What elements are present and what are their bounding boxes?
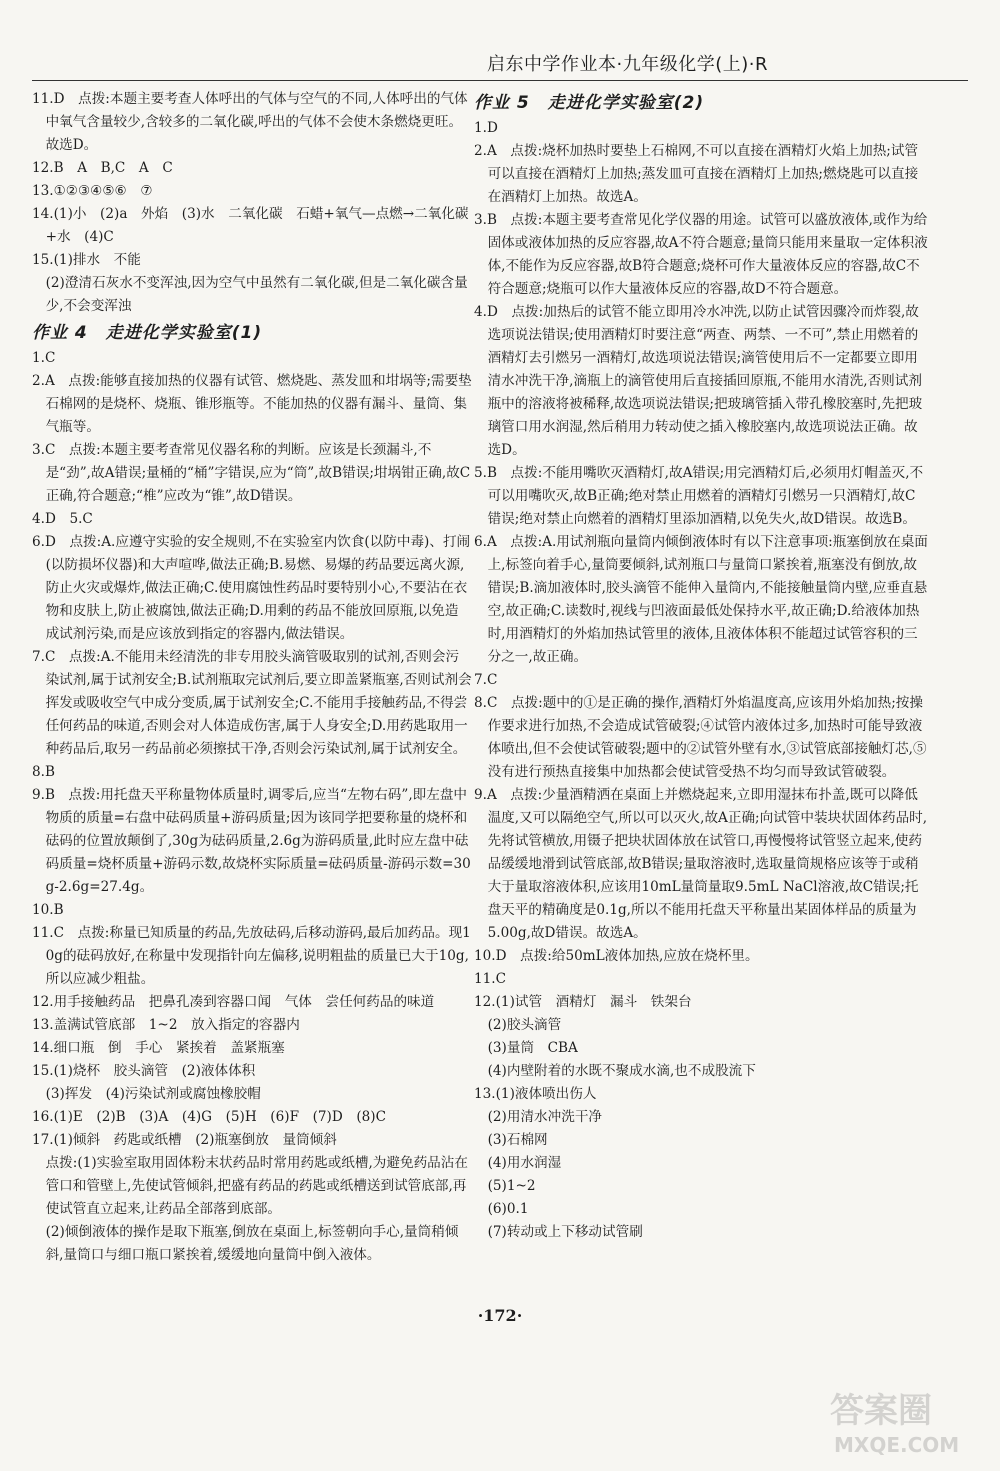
answer-line: (2)澄清石灰水不变浑浊,因为空气中虽然有二氧化碳,但是二氧化碳含量少,不会变浑浊 bbox=[45, 275, 468, 314]
answer-line: (6)0.1 bbox=[487, 1201, 529, 1217]
answer-line: 4.D 5.C bbox=[32, 511, 93, 527]
answer-line: 13.(1)液体喷出伤人 bbox=[474, 1086, 597, 1102]
answer-line: 10.D 点拨:给50mL液体加热,应放在烧杯里。 bbox=[474, 948, 759, 964]
answer-line: 点拨:(1)实验室取用固体粉末状药品时常用药匙或纸槽,为避免药品沾在管口和管壁上,先使试管倾斜,把盛有药品的药匙或纸槽送到试管底部,再使试管直立起来,让药品全部落到底部。 bbox=[45, 1155, 468, 1217]
answer-line: (5)1~2 bbox=[487, 1178, 536, 1194]
answer-line: 6.D 点拨:A.应遵守实验的安全规则,不在实验室内饮食(以防中毒)、打闹(以防损坏仪器)和大声喧哗,做法正确;B.易燃、易爆的药品要远离火源,防止火灾或爆炸,做法正确;C.使用腐蚀性药品时要特别小心,不要沾在衣物和皮肤上,防止被腐蚀,做法正确;D.用剩的药品不能放回原瓶,以免造成试剂污染,而是应该放到指定的容器内,做法错误。 bbox=[32, 534, 471, 642]
answer-line: 7.C bbox=[474, 672, 498, 688]
answer-line: 14.(1)小 (2)a 外焰 (3)水 二氧化碳 石蜡+氧气—点燃→二氧化碳+水 (4)C bbox=[32, 206, 469, 245]
answer-line: 13.①②③④⑤⑥ ⑦ bbox=[32, 183, 153, 199]
answer-line: (3)石棉网 bbox=[487, 1132, 548, 1148]
right-column bbox=[474, 88, 929, 1244]
answer-line: 13.盖满试管底部 1~2 放入指定的容器内 bbox=[32, 1017, 300, 1033]
answer-line: 9.B 点拨:用托盘天平称量物体质量时,调零后,应当“左物右码”,即左盘中物质的质量=右盘中砝码质量+游码质量;因为该同学把要称量的烧杯和砝码的位置放颠倒了,30g为砝码质量,2.6g为游码质量,此时应左盘中砝码质量=烧杯质量+游码示数,故烧杯实际质量=砝码质量-游码示数=30g-2.6g=27.4g。 bbox=[32, 787, 471, 895]
section-title: 作业 4 走进化学实验室(1) bbox=[32, 323, 263, 343]
answer-line: 7.C 点拨:A.不能用未经清洗的非专用胶头滴管吸取别的试剂,否则会污染试剂,属于试剂安全;B.试剂瓶取完试剂后,要立即盖紧瓶塞,否则试剂会挥发或吸收空气中成分变质,属于试剂安全;C.不能用手接触药品,不得尝任何药品的味道,否则会对人体造成伤害,属于人身安全;D.用药匙取用一种药品后,取另一药品前必须擦拭干净,否则会污染试剂,属于试剂安全。 bbox=[32, 649, 472, 757]
answer-line: (3)量筒 CBA bbox=[487, 1040, 578, 1056]
answer-line: (7)转动或上下移动试管刷 bbox=[487, 1224, 643, 1240]
answer-line: 1.C bbox=[32, 350, 56, 366]
answer-line: 2.A 点拨:烧杯加热时要垫上石棉网,不可以直接在酒精灯火焰上加热;试管可以直接在酒精灯上加热;蒸发皿可直接在酒精灯上加热;燃烧匙可以直接在酒精灯上加热。故选A。 bbox=[474, 143, 919, 205]
answer-line: 9.A 点拨:少量酒精洒在桌面上并燃烧起来,立即用湿抹布扑盖,既可以降低温度,又可以隔绝空气,所以可以灭火,故A正确;向试管中装块状固体药品时,先将试管横放,用镊子把块状固体放在试管口,再慢慢将试管竖立起来,使药品缓缓地滑到试管底部,故B错误;量取溶液时,选取量筒规格应该等于或稍大于量取溶液体积,应该用10mL量筒量取9.5mL NaCl溶液,故C错误;托盘天平的精确度是0.1g,所以不能用托盘天平称量出某固体样品的质量为5.00g,故D错误。故选A。 bbox=[474, 787, 928, 941]
page-number: ·172· bbox=[477, 1306, 523, 1325]
svg-text:答案圈: 答案圈 bbox=[830, 1391, 932, 1431]
answer-line: (4)内壁附着的水既不聚成水滴,也不成股流下 bbox=[487, 1063, 756, 1079]
answer-line: 12.用手接触药品 把鼻孔凑到容器口闻 气体 尝任何药品的味道 bbox=[32, 994, 435, 1010]
answer-line: 10.B bbox=[32, 902, 64, 918]
answer-line: 3.B 点拨:本题主要考查常见化学仪器的用途。试管可以盛放液体,或作为给固体或液体加热的反应容器,故A不符合题意;量筒只能用来量取一定体积液体,不能作为反应容器,故B符合题意;烧杯可作大量液体反应的容器,故C不符合题意;烧瓶可以作大量液体反应的容器,故D不符合题意。 bbox=[474, 212, 928, 297]
answer-line: 12.B A B,C A C bbox=[32, 160, 173, 176]
answer-line: 6.A 点拨:A.用试剂瓶向量筒内倾倒液体时有以下注意事项:瓶塞倒放在桌面上,标签向着手心,量筒要倾斜,试剂瓶口与量筒口紧挨着,瓶塞没有倒放,故错误;B.滴加液体时,胶头滴管不能伸入量筒内,不能接触量筒内壁,应垂直悬空,故正确;C.读数时,视线与凹液面最低处保持水平,故正确;D.给液体加热时,用酒精灯的外焰加热试管里的液体,且液体体积不能超过试管容积的三分之一,故正确。 bbox=[474, 534, 928, 665]
answer-line: 2.A 点拨:能够直接加热的仪器有试管、燃烧匙、蒸发皿和坩埚等;需要垫石棉网的是烧杯、烧瓶、锥形瓶等。不能加热的仪器有漏斗、量筒、集气瓶等。 bbox=[32, 373, 472, 435]
page-header bbox=[32, 50, 968, 81]
answer-line: 15.(1)烧杯 胶头滴管 (2)液体体积 bbox=[32, 1063, 256, 1079]
answer-line: 12.(1)试管 酒精灯 漏斗 铁架台 bbox=[474, 994, 692, 1010]
answer-line: (2)胶头滴管 bbox=[487, 1017, 562, 1033]
header-title: 启东中学作业本·九年级化学(上)·R bbox=[487, 54, 768, 75]
answer-line: (4)用水润湿 bbox=[487, 1155, 562, 1171]
left-column bbox=[32, 88, 472, 1267]
answer-line: 11.C 点拨:称量已知质量的药品,先放砝码,后移动游码,最后加药品。现10g的砝码放好,在称量中发现指针向左偏移,说明粗盐的质量已大于10g,所以应减少粗盐。 bbox=[32, 925, 471, 987]
section-title: 作业 5 走进化学实验室(2) bbox=[474, 93, 705, 113]
answer-line: 8.B bbox=[32, 764, 55, 780]
answer-line: 14.细口瓶 倒 手心 紧挨着 盖紧瓶塞 bbox=[32, 1040, 285, 1056]
answer-line: 11.D 点拨:本题主要考查人体呼出的气体与空气的不同,人体呼出的气体中氧气含量较少,含较多的二氧化碳,呼出的气体不会使木条燃烧更旺。故选D。 bbox=[32, 91, 468, 153]
answer-line: 16.(1)E (2)B (3)A (4)G (5)H (6)F (7)D (8)C bbox=[32, 1109, 386, 1125]
answer-line: 8.C 点拨:题中的①是正确的操作,酒精灯外焰温度高,应该用外焰加热;按操作要求进行加热,不会造成试管破裂;④试管内液体过多,加热时可能导致液体喷出,但不会使试管破裂;题中的②试管外壁有水,③试管底部接触灯芯,⑤没有进行预热直接集中加热都会使试管受热不均匀而导致试管破裂。 bbox=[474, 695, 927, 780]
answer-line: 15.(1)排水 不能 bbox=[32, 252, 141, 268]
answer-line: 5.B 点拨:不能用嘴吹灭酒精灯,故A错误;用完酒精灯后,必须用灯帽盖灭,不可以用嘴吹灭,故B正确;绝对禁止用燃着的酒精灯引燃另一只酒精灯,故C错误;绝对禁止向燃着的酒精灯里添加酒精,以免失火,故D错误。故选B。 bbox=[474, 465, 924, 527]
answer-line: 1.D bbox=[474, 120, 498, 136]
answer-line: (3)挥发 (4)污染试剂或腐蚀橡胶帽 bbox=[45, 1086, 261, 1102]
answer-line: (2)用清水冲洗干净 bbox=[487, 1109, 603, 1125]
answer-line: 4.D 点拨:加热后的试管不能立即用冷水冲洗,以防止试管因骤冷而炸裂,故选项说法错误;使用酒精灯时要注意“两查、两禁、一不可”,禁止用燃着的酒精灯去引燃另一酒精灯,故选项说法错误;滴管使用后不一定都要立即用清水冲洗干净,滴瓶上的滴管使用后直接插回原瓶,不能用水清洗,否则试剂瓶中的溶液将被稀释,故选项说法错误;把玻璃管插入带孔橡胶塞时,先把玻璃管口用水润湿,然后稍用力转动使之插入橡胶塞内,故选项说法正确。故选D。 bbox=[474, 304, 923, 458]
answer-line: 17.(1)倾斜 药匙或纸槽 (2)瓶塞倒放 量筒倾斜 bbox=[32, 1132, 337, 1148]
answer-line: 3.C 点拨:本题主要考查常见仪器名称的判断。应该是长颈漏斗,不是“劲”,故A错误;量桶的“桶”字错误,应为“筒”,故B错误;坩埚钳正确,故C正确,符合题意;“椎”应改为“锥”,故D错误。 bbox=[32, 442, 471, 504]
watermark-logo bbox=[820, 1380, 990, 1460]
svg-text:MXQE.COM: MXQE.COM bbox=[834, 1433, 960, 1457]
answer-line: 11.C bbox=[474, 971, 507, 987]
answer-line: (2)倾倒液体的操作是取下瓶塞,倒放在桌面上,标签朝向手心,量筒稍倾斜,量筒口与细口瓶口紧挨着,缓缓地向量筒中倒入液体。 bbox=[45, 1224, 459, 1263]
